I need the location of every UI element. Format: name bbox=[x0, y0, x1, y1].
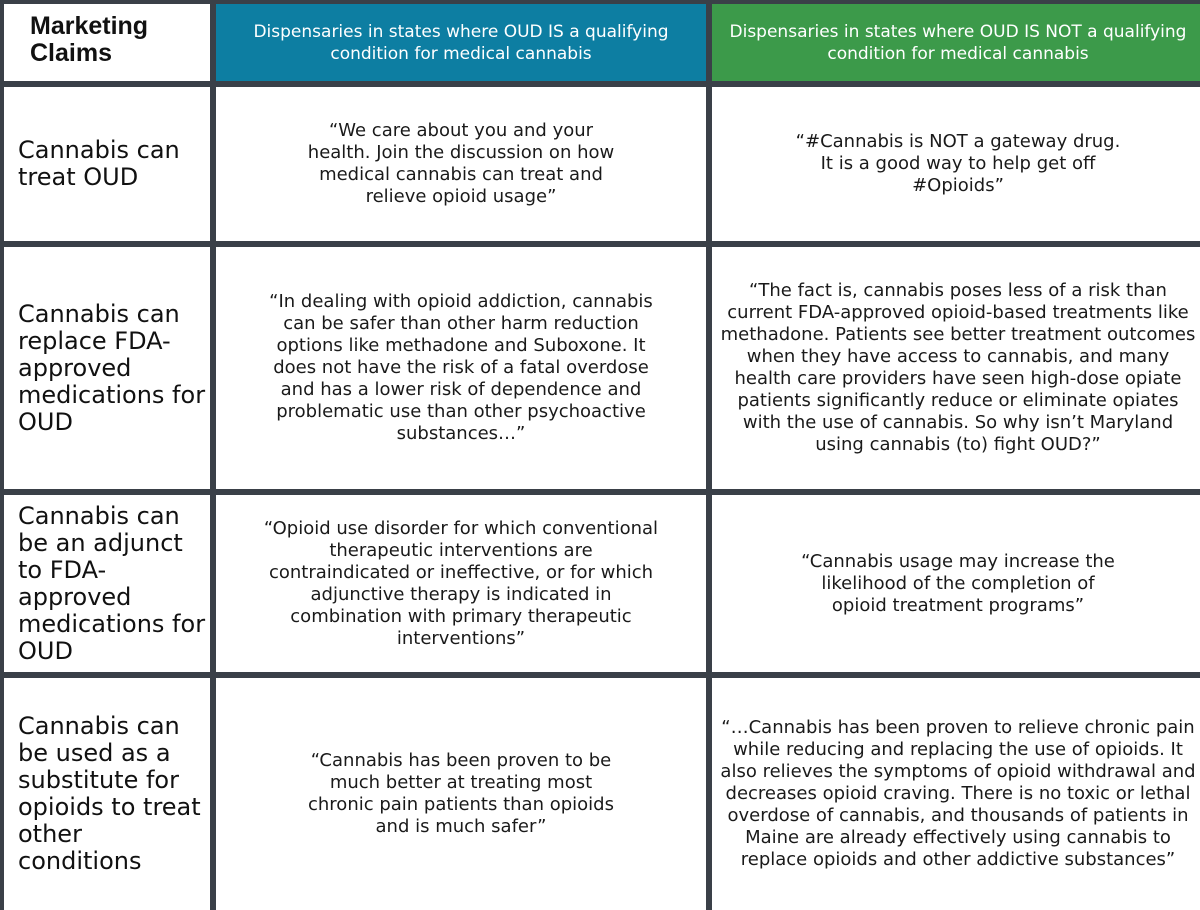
quote-not-oud-row-1: “#Cannabis is NOT a gateway drug. It is a good way to help get off #Opioids” bbox=[712, 87, 1200, 241]
quote-oud-row-1: “We care about you and your health. Join the discussion on how medical cannabis can treat and relieve opioid usage” bbox=[216, 87, 706, 241]
header-oud-qualifying: Dispensaries in states where OUD IS a qualifying condition for medical cannabis bbox=[216, 4, 706, 81]
claim-replace-fda: Cannabis can replace FDA-approved medications for OUD bbox=[4, 247, 210, 489]
quote-not-oud-row-3: “Cannabis usage may increase the likelihood of the completion of opioid treatment programs” bbox=[712, 495, 1200, 672]
claim-adjunct-fda: Cannabis can be an adjunct to FDA-approved medications for OUD bbox=[4, 495, 210, 672]
quote-oud-row-3: “Opioid use disorder for which conventional therapeutic interventions are contraindicated or ineffective, or for which adjunctive therapy is indicated in combination with primary therapeutic interventions” bbox=[216, 495, 706, 672]
quote-not-oud-row-2: “The fact is, cannabis poses less of a risk than current FDA-approved opioid-based treatments like methadone. Patients see better treatment outcomes when they have access to cannabis, and many health care providers have seen high-dose opiate patients significantly reduce or eliminate opiates with the use of cannabis. So why isn’t Maryland using cannabis (to) fight OUD?” bbox=[712, 247, 1200, 489]
header-oud-not-qualifying: Dispensaries in states where OUD IS NOT a qualifying condition for medical cannabis bbox=[712, 4, 1200, 81]
quote-oud-row-2: “In dealing with opioid addiction, cannabis can be safer than other harm reduction options like methadone and Suboxone. It does not have the risk of a fatal overdose and has a lower risk of dependence and problematic use than other psychoactive substances…” bbox=[216, 247, 706, 489]
quote-oud-row-4: “Cannabis has been proven to be much better at treating most chronic pain patients than opioids and is much safer” bbox=[216, 678, 706, 910]
quote-not-oud-row-4: “…Cannabis has been proven to relieve chronic pain while reducing and replacing the use of opioids. It also relieves the symptoms of opioid withdrawal and decreases opioid craving. There is no toxic or lethal overdose of cannabis, and thousands of patients in Maine are already effectively using cannabis to replace opioids and other addictive substances” bbox=[712, 678, 1200, 910]
header-marketing-claims: Marketing Claims bbox=[4, 4, 210, 81]
claim-substitute-opioids: Cannabis can be used as a substitute for opioids to treat other conditions bbox=[4, 678, 210, 910]
claim-treat-oud: Cannabis can treat OUD bbox=[4, 87, 210, 241]
